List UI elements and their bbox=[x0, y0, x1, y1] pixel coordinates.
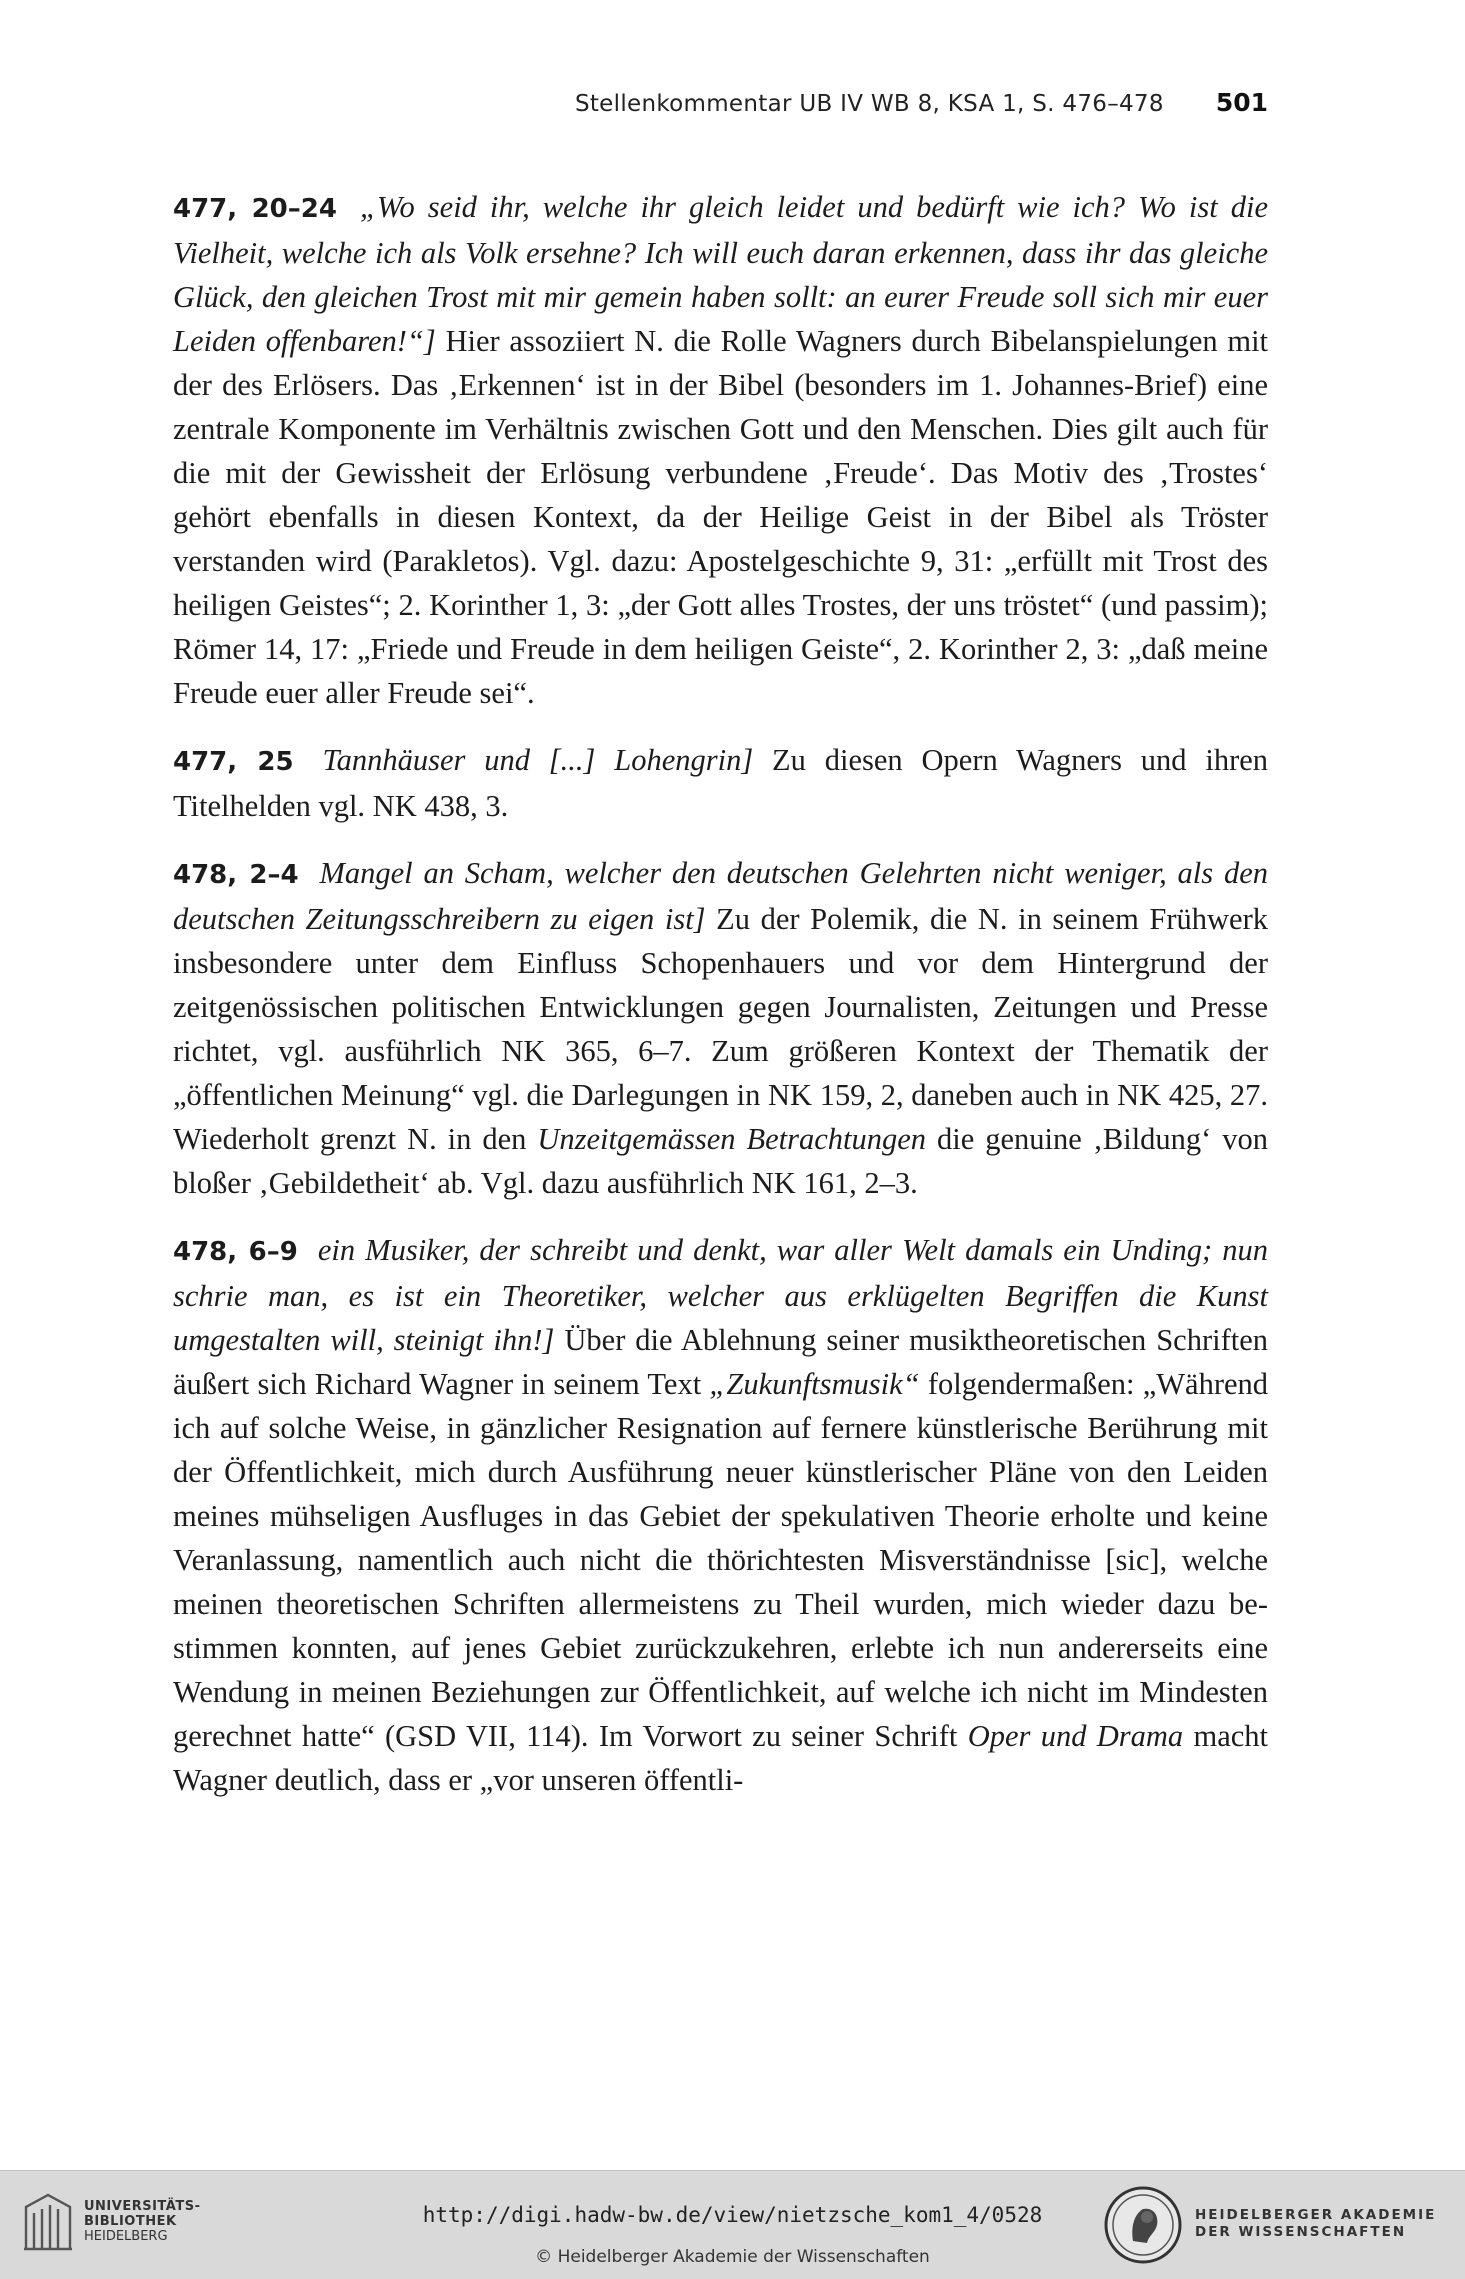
entry-lemma: ein Musiker, der schreibt und denkt, war aller Welt damals ein Unding; nun schrie man, es ist ein Theoretiker, welcher aus erklügelten Begriffen die Kunst umgestalten will, steinigt ihn!] bbox=[173, 1233, 1269, 1357]
running-title: Stellenkommentar UB IV WB 8, KSA 1, S. 476–478 bbox=[574, 91, 1164, 117]
work-title: Oper und Drama bbox=[967, 1719, 1184, 1753]
entry-text: die genuine ‚Bildung‘ von bloßer ‚Gebildetheit‘ ab. Vgl. dazu ausführlich NK 161, 2–3. bbox=[173, 1122, 1269, 1200]
commentary-entry bbox=[173, 185, 1268, 715]
entry-reference: 478, 6–9 bbox=[173, 1237, 298, 1267]
work-title: Unzeitgemässen Betrachtungen bbox=[537, 1122, 927, 1156]
work-title: „Zukunftsmusik“ bbox=[709, 1367, 920, 1401]
entry-text: Über die Ablehnung seiner musiktheoretischen Schriften äußert sich Richard Wagner in seinem Text bbox=[173, 1323, 1269, 1401]
source-url-link[interactable]: http://digi.hadw-bw.de/view/nietzsche_kom1_4/0528 bbox=[422, 2203, 1043, 2227]
commentary-body bbox=[173, 185, 1268, 1825]
copyright-notice: © Heidelberger Akademie der Wissenschaften bbox=[535, 2247, 930, 2267]
entry-text: folgendermaßen: „Während ich auf solche Weise, in gänzlicher Resignation auf fernere künstlerische Berührung mit der Öffentlichkeit, mich durch Ausführung neuer künstlerischer Pläne von den Leiden meines mühseligen Ausfluges in das Gebiet der spekulativen Theorie erholte und keine Veranlassung, namentlich auch nicht die thörichtesten Misverständnisse [sic], welche meinen theoretischen Schriften allermeistens zu Theil wurden, mich wieder dazu bestimmen konnten, auf jenes Gebiet zurückzukehren, erlebte ich nun andererseits eine Wendung in meinen Beziehungen zur Öffentlichkeit, auf welche ich nicht im Mindesten gerechnet hatte“ (GSD VII, 114). Im Vorwort zu seiner Schrift bbox=[173, 1367, 1269, 1753]
academy-seal-icon bbox=[1103, 2185, 1183, 2265]
commentary-entry bbox=[173, 738, 1268, 828]
commentary-entry bbox=[173, 851, 1268, 1205]
academy-name: HEIDELBERGER AKADEMIE DER WISSENSCHAFTEN bbox=[1195, 2207, 1437, 2240]
running-head bbox=[173, 88, 1268, 128]
commentary-entry bbox=[173, 1228, 1268, 1802]
digitization-footer bbox=[0, 2170, 1465, 2279]
entry-reference: 477, 20–24 bbox=[173, 194, 337, 224]
entry-reference: 477, 25 bbox=[173, 747, 294, 777]
entry-lemma: Tannhäuser und [...] Lohengrin] bbox=[322, 743, 754, 777]
academy-logo[interactable] bbox=[1103, 2181, 1443, 2269]
entry-lemma: „Wo seid ihr, welche ihr gleich leidet und bedürft wie ich? Wo ist die Vielheit, welche ich als Volk ersehne? Ich will euch daran erkennen, dass ihr das gleiche Glück, den gleichen Trost mit mir gemein haben sollt: an eurer Freude soll sich mir euer Leiden offenbaren!“] bbox=[173, 190, 1268, 358]
library-name: UNIVERSITÄTS- BIBLIOTHEK HEIDELBERG bbox=[84, 2199, 201, 2244]
entry-lemma: Mangel an Scham, welcher den deutschen Gelehrten nicht weniger, als den deutschen Zeitungsschreibern zu eigen ist] bbox=[173, 856, 1268, 936]
entry-text: Zu diesen Opern Wagners und ihren Titelhelden vgl. NK 438, 3. bbox=[173, 743, 1269, 823]
page-number: 501 bbox=[1215, 88, 1268, 117]
entry-text: Hier assoziiert N. die Rolle Wagners durch Bibelanspielungen mit der des Erlösers. Das ‚Erkennen‘ ist in der Bibel (besonders im 1. Johannes-Brief) eine zentrale Komponente im Verhältnis zwischen Gott und den Menschen. Dies gilt auch für die mit der Gewissheit der Erlösung verbundene ‚Freude‘. Das Motiv des ‚Trostes‘ gehört ebenfalls in diesen Kontext, da der Heilige Geist in der Bibel als Tröster verstanden wird (Parakletos). Vgl. dazu: Apostelgeschichte 9, 31: „erfüllt mit Trost des heiligen Geistes“; 2. Korinther 1, 3: „der Gott alles Trostes, der uns tröstet“ (und passim); Römer 14, 17: „Friede und Freude in dem heiligen Geiste“, 2. Korinther 2, 3: „daß meine Freude euer aller Freude sei“. bbox=[173, 324, 1269, 710]
entry-text: Zu der Polemik, die N. in seinem Frühwerk insbesondere unter dem Einfluss Schopenhauers und vor dem Hintergrund der zeitgenössischen politischen Entwicklungen gegen Journalisten, Zeitungen und Presse richtet, vgl. ausführlich NK 365, 6–7. Zum größeren Kontext der Thematik der „öffentlichen Meinung“ vgl. die Darlegungen in NK 159, 2, daneben auch in NK 425, 27. Wiederholt grenzt N. in den bbox=[173, 902, 1268, 1156]
entry-text: macht Wagner deutlich, dass er „vor unseren öffentli- bbox=[173, 1719, 1269, 1797]
entry-reference: 478, 2–4 bbox=[173, 860, 299, 890]
